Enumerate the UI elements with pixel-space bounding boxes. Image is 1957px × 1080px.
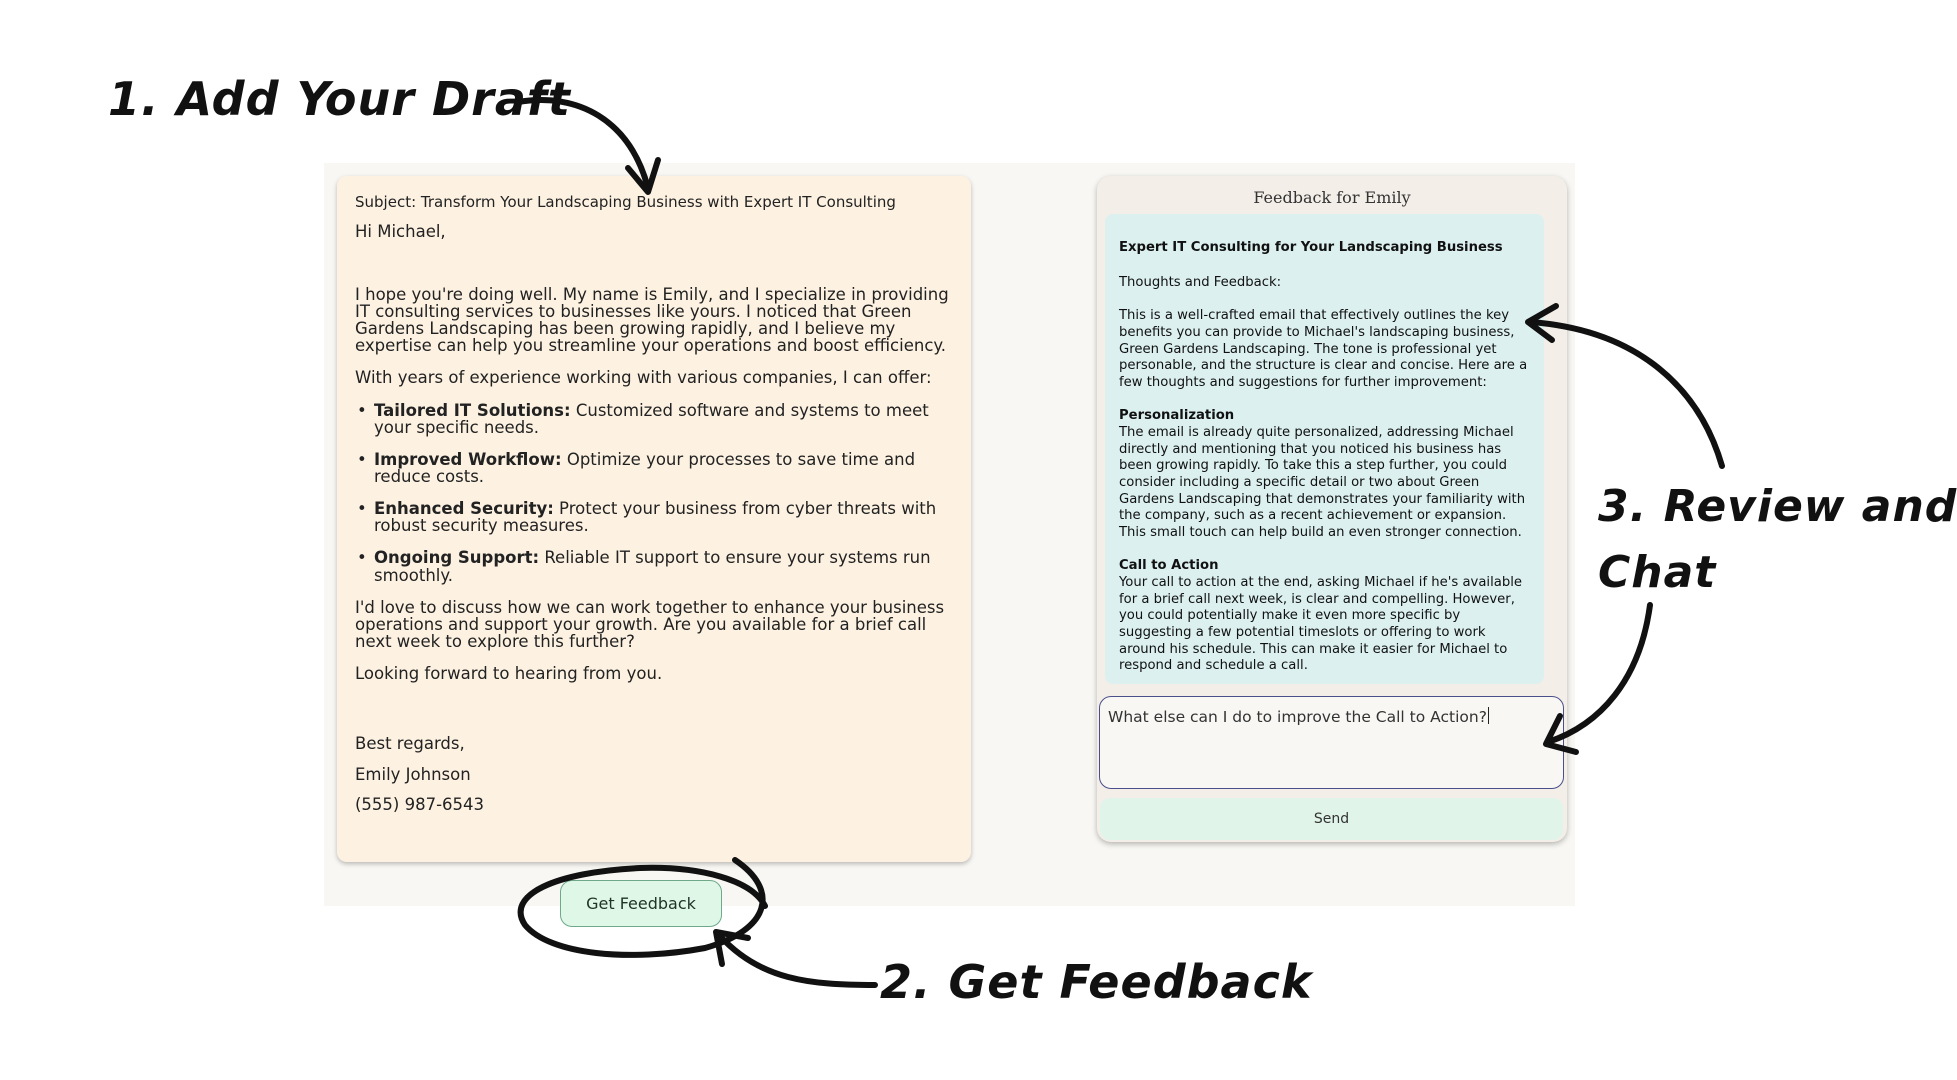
- draft-sign-off: Best regards,: [355, 734, 465, 754]
- feedback-content[interactable]: [1105, 214, 1544, 684]
- text-caret: [1488, 707, 1489, 724]
- feedback-title: Feedback for Emily: [1253, 188, 1411, 207]
- draft-intro: I hope you're doing well. My name is Emily, and I specialize in providing IT consulting services to businesses like yours. I noticed that Green Gardens Landscaping has been growing rapidly, and I believe my expertise can help you streamline your operations and boost efficiency.: [355, 284, 949, 356]
- annotation-step-1: 1. Add Your Draft: [108, 72, 571, 126]
- chat-input-value: What else can I do to improve the Call to Action?: [1108, 708, 1487, 726]
- bullet-icon: •: [357, 449, 367, 469]
- feedback-section: [1119, 558, 1534, 674]
- draft-bullet: [355, 451, 951, 485]
- feedback-subheading: Thoughts and Feedback:: [1119, 274, 1282, 290]
- draft-signature-name: Emily Johnson: [355, 764, 471, 784]
- bullet-bold: Ongoing Support:: [374, 548, 540, 568]
- feedback-section-text: Your call to action at the end, asking Michael if he's available for a brief call next week, is clear and compelling. However, you could potentially make it even more specific by suggesting a few potential timeslots or offering to work around his schedule. This can make it easier for Michael to respond and schedule a call.: [1119, 575, 1522, 674]
- annotation-step-3-line-1: 3. Review and: [1598, 481, 1957, 532]
- get-feedback-button[interactable]: Get Feedback: [560, 880, 722, 927]
- bullet-bold: Enhanced Security:: [374, 499, 554, 519]
- draft-subject: Subject: Transform Your Landscaping Business with Expert IT Consulting: [355, 193, 896, 211]
- draft-bullet: [355, 500, 951, 534]
- draft-bullet: [355, 402, 951, 436]
- draft-greeting: Hi Michael,: [355, 221, 446, 241]
- arrow-step-2: [720, 936, 875, 985]
- feedback-panel: [1097, 176, 1567, 842]
- draft-looking-forward: Looking forward to hearing from you.: [355, 664, 663, 684]
- draft-bullet-list: [355, 402, 951, 584]
- draft-editor[interactable]: [337, 176, 971, 862]
- feedback-section: [1119, 408, 1534, 541]
- bullet-text: Customized software and systems to meet your specific needs.: [374, 400, 929, 437]
- bullet-bold: Tailored IT Solutions:: [374, 400, 571, 420]
- bullet-icon: •: [357, 400, 367, 420]
- bullet-icon: •: [357, 499, 367, 519]
- bullet-text: Reliable IT support to ensure your systems run smoothly.: [374, 548, 931, 585]
- draft-closing-paragraph: I'd love to discuss how we can work together to enhance your business operations and support your growth. Are you available for a brief call next week to explore this further?: [355, 597, 945, 652]
- chat-input[interactable]: [1099, 696, 1564, 789]
- annotation-step-3-line-2: Chat: [1598, 547, 1717, 598]
- draft-offer-lead: With years of experience working with various companies, I can offer:: [355, 368, 932, 388]
- draft-bullet: [355, 549, 951, 583]
- draft-signature-phone: (555) 987-6543: [355, 794, 485, 814]
- feedback-section-title: Call to Action: [1119, 558, 1219, 574]
- feedback-section-text: The email is already quite personalized, addressing Michael directly and mentioning that you noticed his business has been growing rapidly. To take this a step further, you could consider including a specific detail or two about Green Gardens Landscaping that demonstrates your familiarity with the company, such as a recent achievement or expansion. This small touch can help build an even stronger connection.: [1119, 425, 1526, 540]
- arrow-head-step-2: [716, 932, 748, 964]
- bullet-text: Protect your business from cyber threats with robust security measures.: [374, 499, 937, 536]
- bullet-bold: Improved Workflow:: [374, 449, 562, 469]
- send-button[interactable]: Send: [1100, 798, 1563, 840]
- annotation-step-3: [1598, 474, 1957, 606]
- bullet-text: Optimize your processes to save time and reduce costs.: [374, 449, 916, 486]
- feedback-section-title: Personalization: [1119, 408, 1235, 424]
- annotation-step-2: 2. Get Feedback: [880, 955, 1313, 1009]
- feedback-heading: Expert IT Consulting for Your Landscaping Business: [1119, 240, 1503, 255]
- feedback-intro: This is a well-crafted email that effectively outlines the key benefits you can provide to Michael's landscaping business, Green Gardens Landscaping. The tone is professional yet personable, and the structure is clear and concise. Here are a few thoughts and suggestions for further improvement:: [1119, 308, 1528, 390]
- bullet-icon: •: [357, 548, 367, 568]
